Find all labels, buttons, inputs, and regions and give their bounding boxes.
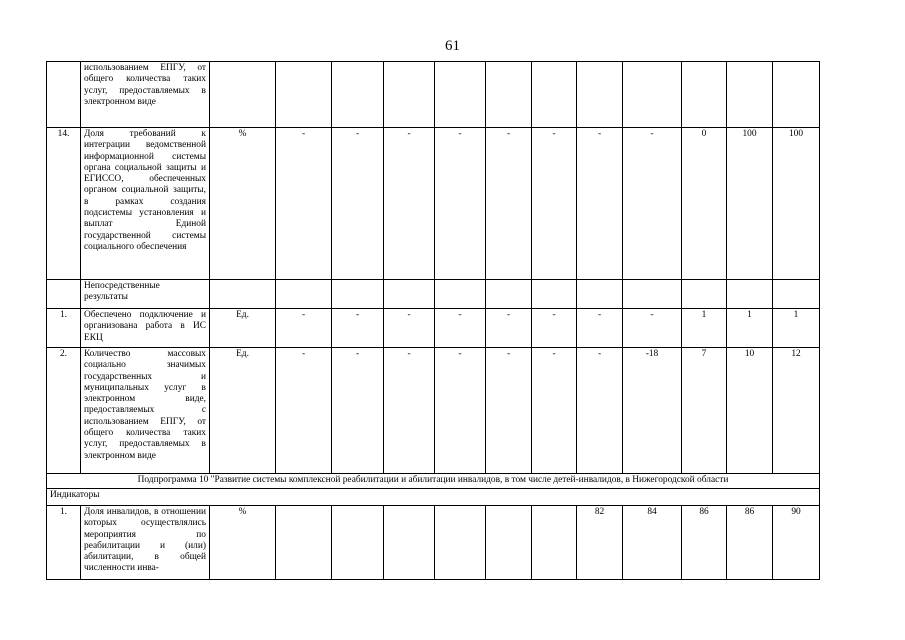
value-cell: 82	[577, 506, 623, 580]
value-cell: -	[486, 348, 532, 474]
value-cell: -	[532, 128, 577, 280]
value-cell: 84	[623, 506, 682, 580]
value-cell	[682, 62, 727, 128]
value-cell: -	[384, 309, 435, 348]
table-row	[47, 62, 820, 128]
value-cell	[435, 506, 486, 580]
value-cell	[577, 62, 623, 128]
row-number-cell: 1.	[47, 506, 81, 580]
value-cell	[727, 62, 773, 128]
unit-cell: %	[210, 506, 276, 580]
empty-cell	[532, 280, 577, 309]
empty-cell	[682, 280, 727, 309]
value-cell: -	[532, 348, 577, 474]
table-row	[47, 128, 820, 280]
direct-results-heading: Непосредственные результаты	[81, 280, 210, 309]
value-cell: -	[577, 309, 623, 348]
value-cell: -	[486, 128, 532, 280]
value-cell: 1	[682, 309, 727, 348]
unit-cell	[210, 62, 276, 128]
row-number-cell: 2.	[47, 348, 81, 474]
value-cell: 86	[727, 506, 773, 580]
value-cell	[332, 506, 384, 580]
row-description-cell: Обеспечено подключение и организована работа в ИС ЕКЦ	[81, 309, 210, 348]
value-cell: 100	[727, 128, 773, 280]
value-cell: -	[577, 128, 623, 280]
table-row	[47, 474, 820, 489]
value-cell: -	[332, 309, 384, 348]
row-number-cell	[47, 280, 81, 309]
value-cell: -	[332, 128, 384, 280]
row-description-cell: Количество массовых социально значимых государственных и муниципальных услуг в электронном виде, предоставляемых с использованием ЕПГУ, от общего количества таких услуг, предоставляемых в электронном виде	[81, 348, 210, 474]
empty-cell	[623, 280, 682, 309]
value-cell: -	[486, 309, 532, 348]
value-cell: 100	[773, 128, 820, 280]
row-description-cell: использованием ЕПГУ, от общего количества таких услуг, предоставляемых в электронном виде	[81, 62, 210, 128]
row-description-cell: Доля требований к интеграции ведомственной информационной системы органа социальной защиты и ЕГИССО, обеспеченных органом социальной защиты, в рамках создания подсистемы установления и выплат Единой государственной системы социального обеспечения	[81, 128, 210, 280]
value-cell: -	[384, 128, 435, 280]
indicators-heading: Индикаторы	[47, 489, 820, 506]
value-cell: 90	[773, 506, 820, 580]
unit-cell: Ед.	[210, 309, 276, 348]
table-row	[47, 309, 820, 348]
value-cell: -	[276, 128, 332, 280]
value-cell	[532, 62, 577, 128]
empty-cell	[276, 280, 332, 309]
value-cell: 12	[773, 348, 820, 474]
empty-cell	[210, 280, 276, 309]
indicators-table	[46, 61, 820, 580]
value-cell: -	[384, 348, 435, 474]
unit-cell: Ед.	[210, 348, 276, 474]
value-cell: 1	[727, 309, 773, 348]
empty-cell	[727, 280, 773, 309]
empty-cell	[384, 280, 435, 309]
value-cell	[276, 62, 332, 128]
empty-cell	[332, 280, 384, 309]
value-cell	[623, 62, 682, 128]
value-cell	[384, 62, 435, 128]
value-cell: -	[577, 348, 623, 474]
value-cell: 1	[773, 309, 820, 348]
value-cell	[532, 506, 577, 580]
table-row	[47, 506, 820, 580]
value-cell: -	[435, 348, 486, 474]
value-cell	[384, 506, 435, 580]
value-cell	[773, 62, 820, 128]
value-cell	[435, 62, 486, 128]
value-cell: -	[623, 128, 682, 280]
value-cell: -18	[623, 348, 682, 474]
value-cell: 7	[682, 348, 727, 474]
value-cell: 0	[682, 128, 727, 280]
value-cell: -	[276, 348, 332, 474]
empty-cell	[486, 280, 532, 309]
value-cell	[332, 62, 384, 128]
unit-cell: %	[210, 128, 276, 280]
value-cell: 86	[682, 506, 727, 580]
value-cell: -	[532, 309, 577, 348]
value-cell: -	[435, 128, 486, 280]
empty-cell	[577, 280, 623, 309]
page-number: 61	[445, 38, 460, 54]
row-description-cell: Доля инвалидов, в отношении которых осуществлялись мероприятия по реабилитации и (или) абилитации, в общей численности инва-	[81, 506, 210, 580]
value-cell: 10	[727, 348, 773, 474]
row-number-cell	[47, 62, 81, 128]
empty-cell	[773, 280, 820, 309]
row-number-cell: 14.	[47, 128, 81, 280]
value-cell: -	[435, 309, 486, 348]
table-row	[47, 348, 820, 474]
table-row	[47, 489, 820, 506]
value-cell	[276, 506, 332, 580]
table-row	[47, 280, 820, 309]
empty-cell	[435, 280, 486, 309]
value-cell	[486, 62, 532, 128]
value-cell: -	[276, 309, 332, 348]
row-number-cell: 1.	[47, 309, 81, 348]
subprogram-title: Подпрограмма 10 "Развитие системы комплексной реабилитации и абилитации инвалидов, в том числе детей-инвалидов, в Нижегородской области	[47, 474, 820, 489]
value-cell: -	[623, 309, 682, 348]
value-cell	[486, 506, 532, 580]
value-cell: -	[332, 348, 384, 474]
